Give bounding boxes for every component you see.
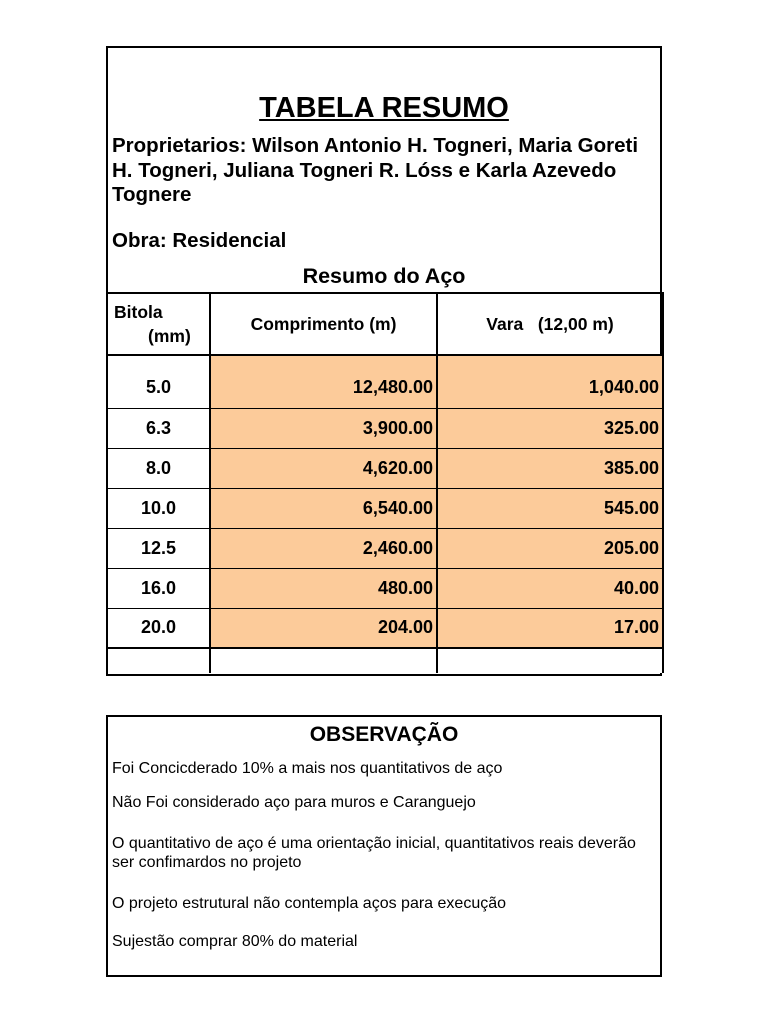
observation-line: Não Foi considerado aço para muros e Caranguejo — [112, 794, 476, 811]
cell-bitola: 12.5 — [107, 528, 210, 568]
observation-line: O quantitativo de aço é uma orientação inicial, quantitativos reais deverão ser confimardos no projeto — [112, 835, 636, 871]
table-row — [107, 408, 663, 448]
cell-bitola: 5.0 — [107, 368, 210, 408]
header-bitola — [107, 293, 210, 355]
blank-cell — [210, 648, 437, 673]
header-vara: Vara (12,00 m) — [437, 293, 663, 355]
cell-vara: 17.00 — [437, 608, 663, 648]
header-bitola-line2: (mm) — [148, 326, 191, 346]
cell-comprimento: 3,900.00 — [210, 408, 437, 448]
header-bitola-line1: Bitola — [114, 302, 163, 322]
cell-vara: 325.00 — [437, 408, 663, 448]
cell-bitola: 8.0 — [107, 448, 210, 488]
blank-cell — [107, 648, 210, 673]
observation-section — [106, 715, 662, 977]
cell-vara: 40.00 — [437, 568, 663, 608]
obra-text: Obra: Residencial — [112, 229, 287, 252]
table-row — [107, 488, 663, 528]
observation-line: Sujestão comprar 80% do material — [112, 933, 358, 950]
spacer-cell — [437, 355, 663, 368]
table-subtitle: Resumo do Aço — [302, 264, 466, 288]
observation-line: O projeto estrutural não contempla aços para execução — [112, 895, 507, 912]
table-row — [107, 368, 663, 408]
spacer-cell — [107, 355, 210, 368]
header-comprimento: Comprimento (m) — [210, 293, 437, 355]
observation-title: OBSERVAÇÃO — [309, 723, 459, 746]
owners-text: Proprietarios: Wilson Antonio H. Togneri, Maria Goreti H. Togneri, Juliana Togneri R. Lóss e Karla Azevedo Tognere — [112, 134, 639, 206]
cell-comprimento: 204.00 — [210, 608, 437, 648]
table-row — [107, 608, 663, 648]
cell-vara: 545.00 — [437, 488, 663, 528]
cell-comprimento: 6,540.00 — [210, 488, 437, 528]
cell-vara: 1,040.00 — [437, 368, 663, 408]
table-row — [107, 448, 663, 488]
observation-line: Foi Concicderado 10% a mais nos quantitativos de aço — [112, 760, 503, 777]
cell-bitola: 16.0 — [107, 568, 210, 608]
table-row — [107, 528, 663, 568]
table-header-row — [107, 293, 663, 355]
cell-comprimento: 4,620.00 — [210, 448, 437, 488]
steel-summary-table — [106, 292, 664, 673]
cell-bitola: 10.0 — [107, 488, 210, 528]
cell-bitola: 6.3 — [107, 408, 210, 448]
blank-cell — [437, 648, 663, 673]
cell-comprimento: 480.00 — [210, 568, 437, 608]
table-blank-row — [107, 648, 663, 673]
cell-vara: 205.00 — [437, 528, 663, 568]
cell-vara: 385.00 — [437, 448, 663, 488]
summary-section — [106, 46, 662, 676]
cell-comprimento: 12,480.00 — [210, 368, 437, 408]
spacer-cell — [210, 355, 437, 368]
table-spacer-row — [107, 355, 663, 368]
table-row — [107, 568, 663, 608]
cell-comprimento: 2,460.00 — [210, 528, 437, 568]
cell-bitola: 20.0 — [107, 608, 210, 648]
page-title: TABELA RESUMO — [259, 92, 509, 124]
